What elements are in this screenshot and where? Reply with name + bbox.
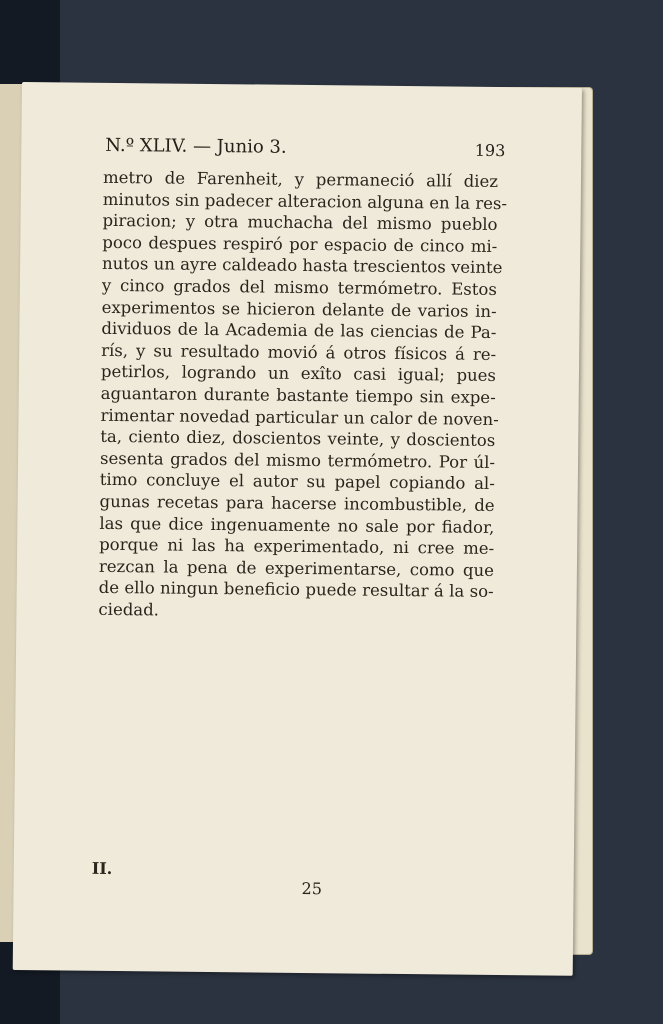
text-line: de ello ningun beneficio puede resultar á la so- xyxy=(98,578,494,602)
text-line: y cinco grados del mismo termómetro. Estos xyxy=(101,275,497,299)
text-line: petirlos, logrando un exîto casi igual; pues xyxy=(100,362,497,386)
text-line: ta, ciento diez, doscientos veinte, y doscientos xyxy=(100,426,496,451)
body-text xyxy=(98,167,508,625)
issue-title: N.º XLIV. — Junio 3. xyxy=(105,134,287,158)
text-line: poco despues respiró por espacio de cinco mi- xyxy=(102,232,498,256)
text-line: rimentar novedad particular un calor de noven- xyxy=(100,405,499,429)
text-line: timo concluye el autor su papel copiando al- xyxy=(99,470,495,494)
show-through-text xyxy=(103,673,506,957)
text-line: piracion; y otra muchacha del mismo pueblo xyxy=(102,211,498,235)
text-line: rezcan la pena de experimentarse, como que xyxy=(98,556,495,580)
book-page xyxy=(13,82,582,976)
text-line: metro de Farenheit, y permaneció allí diez xyxy=(102,167,499,191)
text-line: aguantaron durante bastante tiempo sin expe- xyxy=(100,383,496,407)
text-line: gunas recetas para hacerse incombustible, de xyxy=(99,491,495,515)
text-line: dividuos de la Academia de las ciencias de Pa- xyxy=(101,319,497,343)
text-line: porque ni las ha experimentado, ni cree me- xyxy=(99,534,495,559)
signature-mark: II. xyxy=(91,858,113,878)
text-line: sesenta grados del mismo termómetro. Por úl- xyxy=(99,448,496,472)
page-number: 193 xyxy=(474,140,506,161)
text-line: rís, y su resultado movió á otros físicos á re- xyxy=(101,340,497,364)
text-line: minutos sin padecer alteracion alguna en la res- xyxy=(102,189,508,213)
page-header xyxy=(105,135,505,165)
text-line: experimentos se hicieron delante de varios in- xyxy=(101,297,497,321)
sheet-number: 25 xyxy=(301,878,323,899)
text-line: las que dice ingenuamente no sale por fiador, xyxy=(99,513,495,537)
text-line: nutos un ayre caldeado hasta trescientos veinte xyxy=(102,254,503,278)
text-line: ciedad. xyxy=(98,599,160,620)
